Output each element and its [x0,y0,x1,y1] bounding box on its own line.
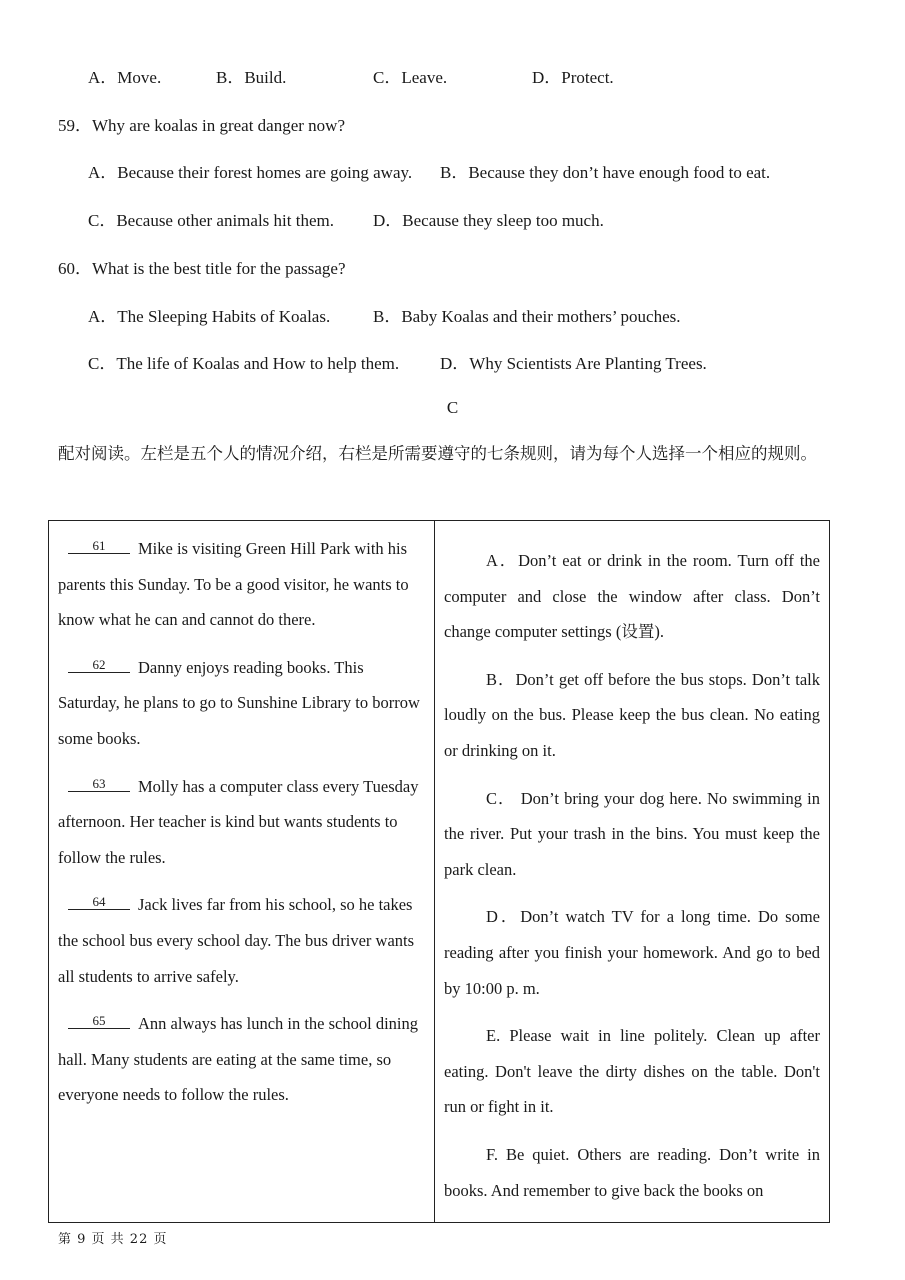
rule-c: C． Don’t bring your dog here. No swimming in the river. Put your trash in the bins. You must keep the park clean. [444,788,820,879]
person-item-65 [58,1006,420,1113]
rule-b: B．Don’t get off before the bus stops. Don’t talk loudly on the bus. Please keep the bus clean. No eating or drinking on it. [444,669,820,760]
people-column [58,531,420,1125]
q59-option-b: B．Because they don’t have enough food to eat. [440,163,771,182]
q60-option-a: A．The Sleeping Habits of Koalas. [88,307,331,326]
answer-blank-61[interactable]: 61 [68,539,130,554]
q59-option-d: D．Because they sleep too much. [373,211,604,230]
section-instructions: 配对阅读。左栏是五个人的情况介绍，右栏是所需要遵守的七条规则，请为每个人选择一个相应的规则。 [58,444,817,463]
q58-option-d: D．Protect. [532,68,614,87]
person-item-63 [58,769,420,876]
person-text-65: Ann always has lunch in the school dining hall. Many students are eating at the same time, so everyone needs to follow the rules. [58,1014,419,1105]
person-text-62: Danny enjoys reading books. This Saturday, he plans to go to Sunshine Library to borrow some books. [58,657,420,748]
q59-option-a: A．Because their forest homes are going away. [88,163,413,182]
answer-blank-64[interactable]: 64 [68,895,130,910]
person-item-62 [58,650,420,757]
rule-f: F. Be quiet. Others are reading. Don’t write in books. And remember to give back the books on [444,1144,820,1200]
section-title: C [446,398,459,417]
q58-option-a: A．Move. [88,68,162,87]
q60-option-b: B．Baby Koalas and their mothers’ pouches. [373,307,681,326]
q58-option-b: B．Build. [216,68,287,87]
q60-stem: 60．What is the best title for the passage? [58,259,346,278]
person-item-61 [58,531,420,638]
rule-d: D．Don’t watch TV for a long time. Do some reading after you finish your homework. And go to bed by 10:00 p. m. [444,907,820,998]
rules-column [444,543,820,1220]
person-text-61: Mike is visiting Green Hill Park with his parents this Sunday. To be a good visitor, he wants to know what he can and cannot do there. [58,539,409,630]
person-item-64 [58,887,420,994]
person-text-63: Molly has a computer class every Tuesday afternoon. Her teacher is kind but wants students to follow the rules. [58,776,419,867]
q59-stem: 59．Why are koalas in great danger now? [58,116,345,135]
answer-blank-63[interactable]: 63 [68,777,130,792]
q58-option-c: C．Leave. [373,68,448,87]
person-text-64: Jack lives far from his school, so he takes the school bus every school day. The bus driver wants all students to arrive safely. [58,895,415,986]
answer-blank-62[interactable]: 62 [68,658,130,673]
q60-option-d: D．Why Scientists Are Planting Trees. [440,354,707,373]
answer-blank-65[interactable]: 65 [68,1014,130,1029]
matching-table [48,520,830,1223]
q59-option-c: C．Because other animals hit them. [88,211,334,230]
column-divider [434,521,435,1222]
q60-option-c: C．The life of Koalas and How to help them. [88,354,400,373]
rule-a: A．Don’t eat or drink in the room. Turn off the computer and close the window after class. Don’t change computer settings (设置). [444,551,820,642]
rule-e: E. Please wait in line politely. Clean up after eating. Don't leave the dirty dishes on the table. Don't run or fight in it. [444,1026,820,1117]
page-footer: 第 9 页 共 22 页 [58,1232,168,1247]
